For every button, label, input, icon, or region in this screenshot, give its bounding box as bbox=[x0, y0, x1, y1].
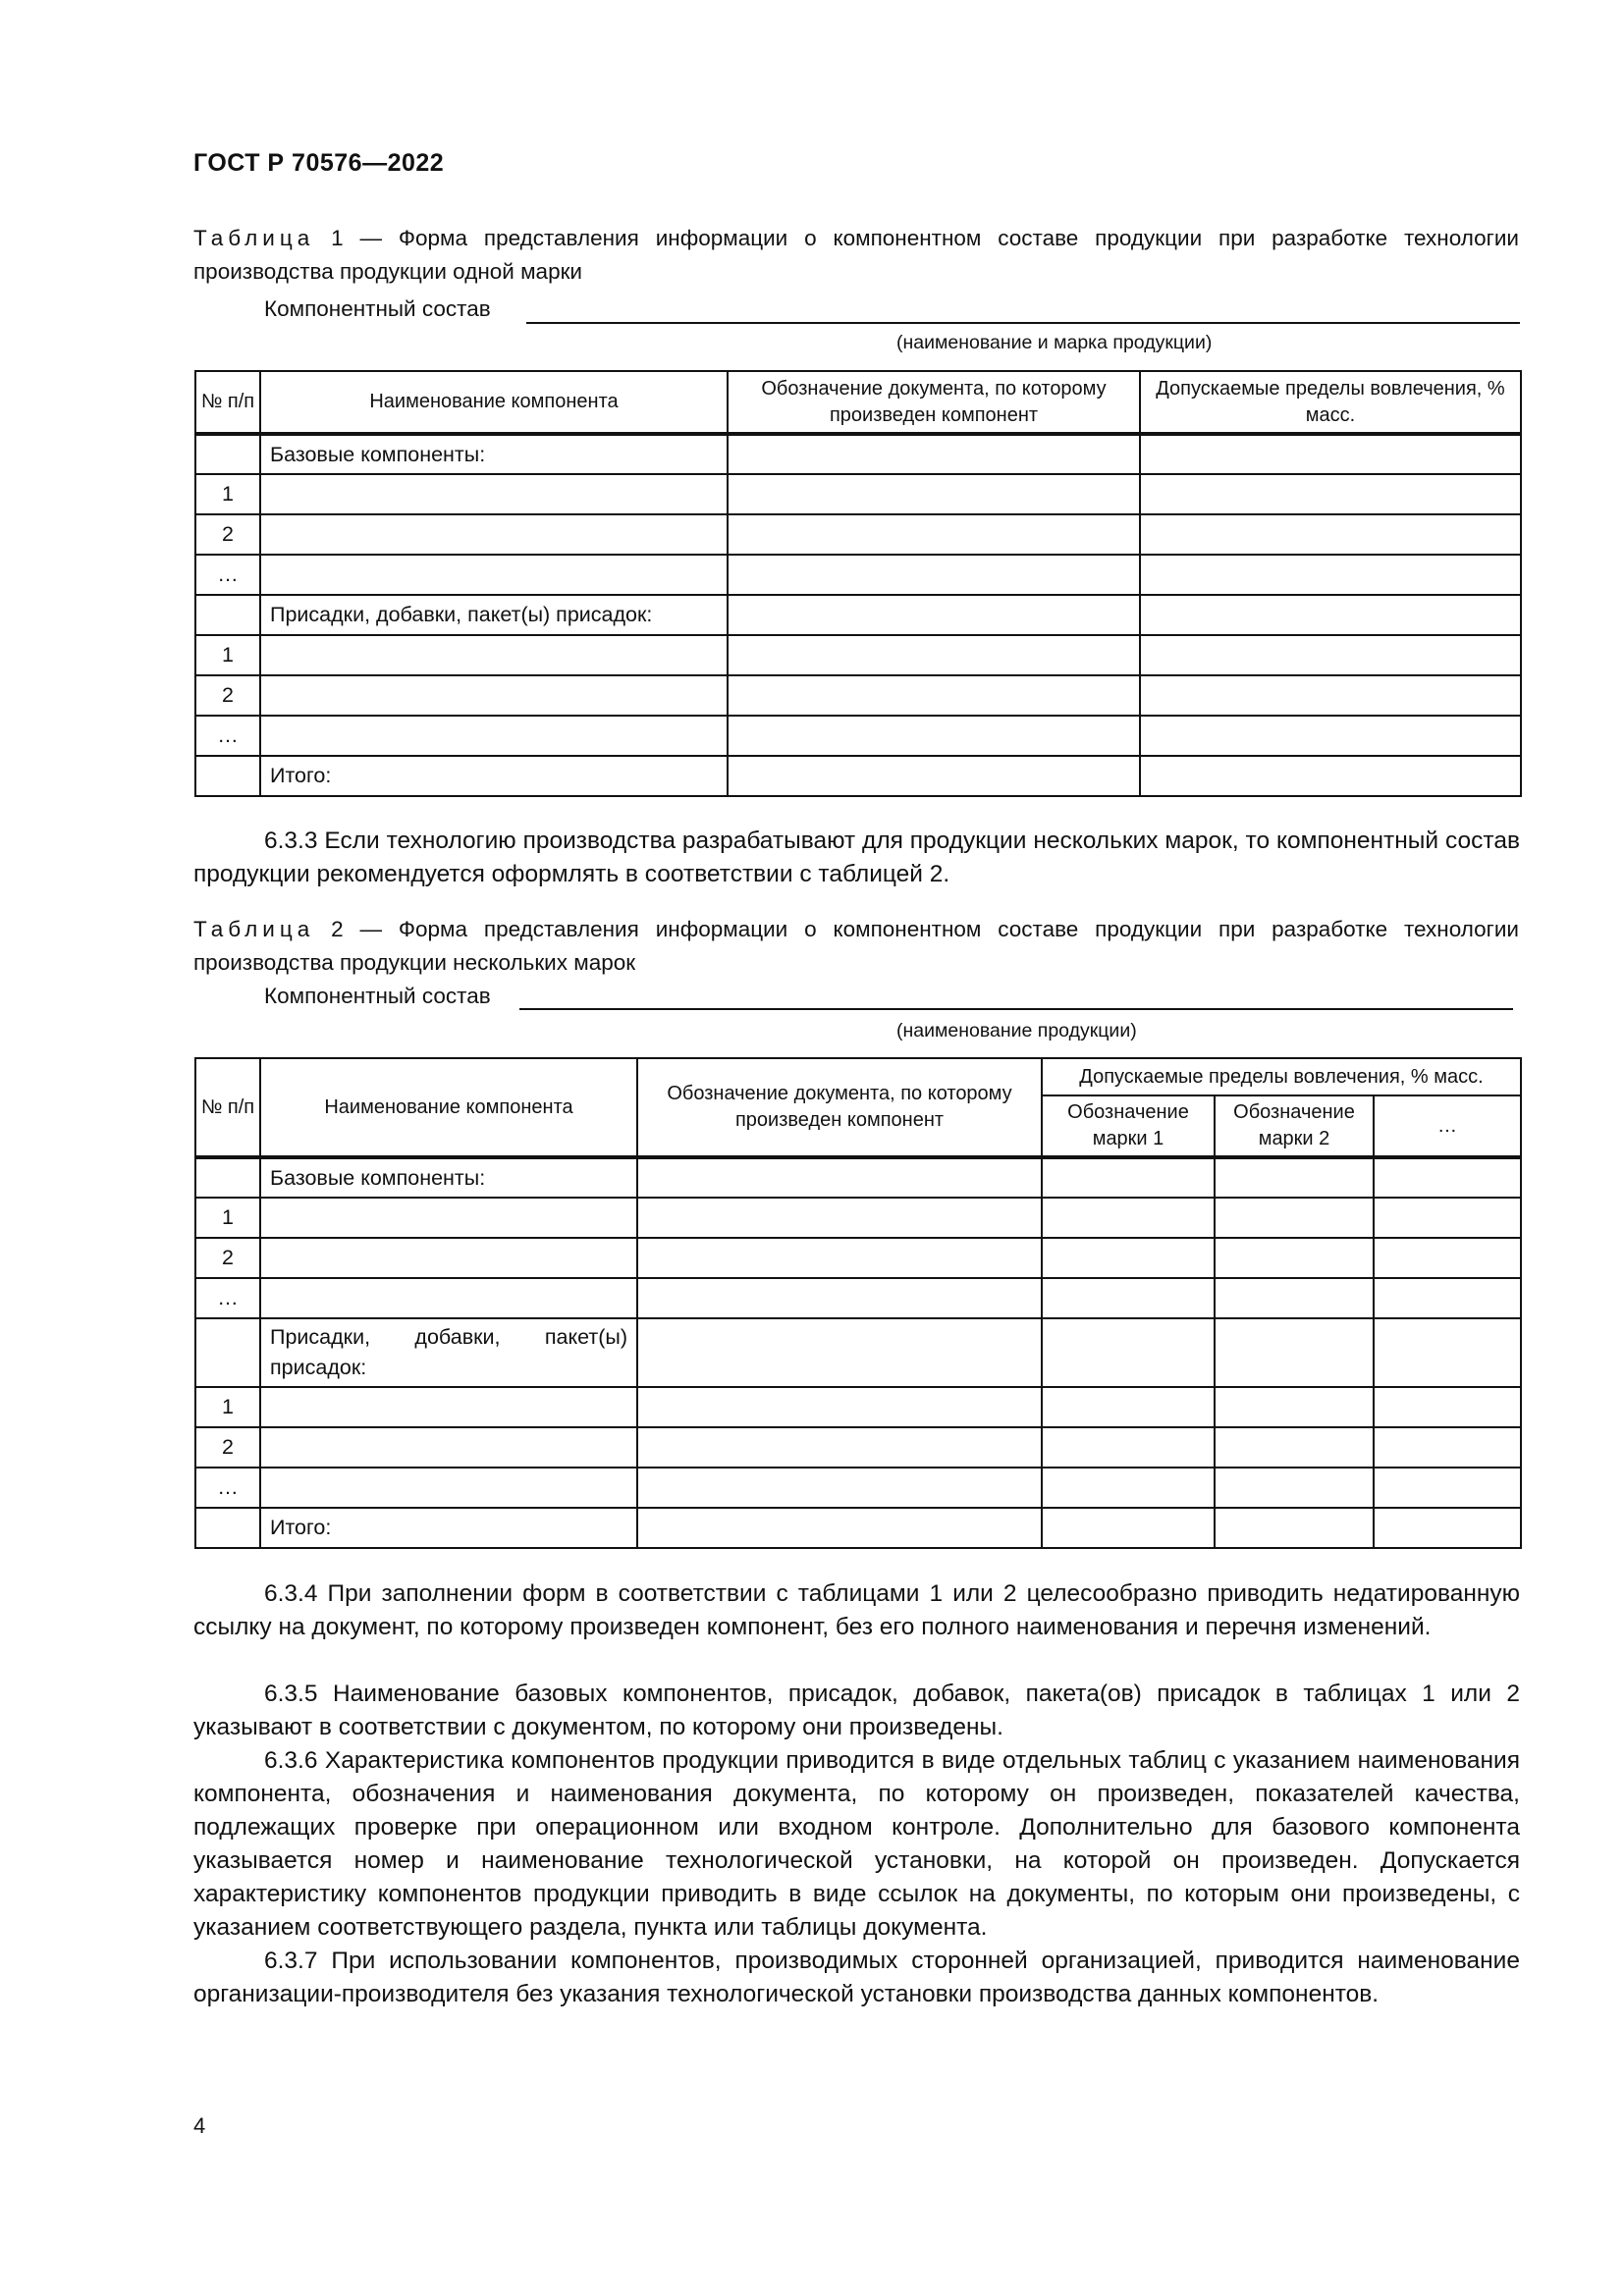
table2-header-limits: Допускаемые пределы вовлечения, % масс. bbox=[1042, 1058, 1521, 1095]
row-doc-cell[interactable] bbox=[728, 716, 1140, 756]
row-doc-cell[interactable] bbox=[637, 1238, 1042, 1278]
row-limits-cell[interactable] bbox=[1140, 434, 1521, 474]
table2-header-mark2: Обозначение марки 2 bbox=[1215, 1095, 1374, 1157]
row-limits-cell[interactable] bbox=[1140, 514, 1521, 555]
row-num: … bbox=[195, 1468, 260, 1508]
row-num: 1 bbox=[195, 1387, 260, 1427]
row-doc-cell[interactable] bbox=[728, 514, 1140, 555]
row-num bbox=[195, 434, 260, 474]
row-name: Базовые компоненты: bbox=[260, 1157, 637, 1198]
row-mark1-cell[interactable] bbox=[1042, 1427, 1215, 1468]
table1-header-num: № п/п bbox=[195, 371, 260, 434]
row-mark1-cell[interactable] bbox=[1042, 1198, 1215, 1238]
row-mark2-cell[interactable] bbox=[1215, 1508, 1374, 1548]
row-num bbox=[195, 1318, 260, 1387]
table1 bbox=[194, 370, 1522, 797]
table1-header-limits: Допускаемые пределы вовлечения, % масс. bbox=[1140, 371, 1521, 434]
row-name[interactable] bbox=[260, 474, 728, 514]
row-mark1-cell[interactable] bbox=[1042, 1238, 1215, 1278]
row-more-cell[interactable] bbox=[1374, 1278, 1521, 1318]
row-more-cell[interactable] bbox=[1374, 1157, 1521, 1198]
row-doc-cell[interactable] bbox=[637, 1278, 1042, 1318]
row-mark2-cell[interactable] bbox=[1215, 1427, 1374, 1468]
table-row bbox=[195, 1198, 1521, 1238]
table-row bbox=[195, 1278, 1521, 1318]
table-row bbox=[195, 675, 1521, 716]
table1-composition-sublabel: (наименование и марка продукции) bbox=[896, 332, 1213, 353]
row-name[interactable] bbox=[260, 635, 728, 675]
table1-header-row bbox=[195, 371, 1521, 434]
table-row bbox=[195, 635, 1521, 675]
table-row bbox=[195, 1427, 1521, 1468]
row-num bbox=[195, 756, 260, 796]
row-name: Базовые компоненты: bbox=[260, 434, 728, 474]
row-limits-cell[interactable] bbox=[1140, 675, 1521, 716]
row-doc-cell[interactable] bbox=[728, 756, 1140, 796]
row-more-cell[interactable] bbox=[1374, 1387, 1521, 1427]
row-name: Присадки, добавки, пакет(ы) присадок: bbox=[260, 1318, 637, 1387]
paragraph-6-3-4: 6.3.4 При заполнении форм в соответствии с таблицами 1 или 2 целесообразно приводить недатированную ссылку на документ, по которому произведен компонент, без его полного наименования и перечня изменений. bbox=[193, 1580, 1520, 1640]
row-num: … bbox=[195, 716, 260, 756]
table1-composition-label: Компонентный состав bbox=[264, 296, 491, 321]
paragraph-6-3-3: 6.3.3 Если технологию производства разрабатывают для продукции нескольких марок, то компонентный состав продукции рекомендуется оформлять в соответствии с таблицей 2. bbox=[193, 828, 1520, 887]
row-mark2-cell[interactable] bbox=[1215, 1238, 1374, 1278]
row-name: Итого: bbox=[260, 756, 728, 796]
row-doc-cell[interactable] bbox=[637, 1198, 1042, 1238]
row-num: 2 bbox=[195, 1238, 260, 1278]
row-name: Итого: bbox=[260, 1508, 637, 1548]
row-mark1-cell[interactable] bbox=[1042, 1157, 1215, 1198]
row-mark2-cell[interactable] bbox=[1215, 1318, 1374, 1387]
table2-composition-sublabel: (наименование продукции) bbox=[896, 1020, 1137, 1041]
row-num: 1 bbox=[195, 1198, 260, 1238]
row-more-cell[interactable] bbox=[1374, 1238, 1521, 1278]
row-num: 2 bbox=[195, 1427, 260, 1468]
row-mark2-cell[interactable] bbox=[1215, 1157, 1374, 1198]
row-name[interactable] bbox=[260, 1427, 637, 1468]
table-row bbox=[195, 595, 1521, 635]
table-row bbox=[195, 474, 1521, 514]
paragraph-6-3-5: 6.3.5 Наименование базовых компонентов, присадок, добавок, пакета(ов) присадок в таблицах 1 или 2 указывают в соответствии с документом, по которому они произведены. bbox=[193, 1681, 1520, 1740]
row-mark2-cell[interactable] bbox=[1215, 1468, 1374, 1508]
table1-caption-prefix: Таблица bbox=[193, 226, 315, 250]
row-doc-cell[interactable] bbox=[728, 555, 1140, 595]
row-doc-cell[interactable] bbox=[728, 675, 1140, 716]
row-limits-cell[interactable] bbox=[1140, 474, 1521, 514]
table-row bbox=[195, 756, 1521, 796]
table1-caption-text: 1 — Форма представления информации о компонентном составе продукции при разработке технологии производства продукции одной марки bbox=[193, 226, 1519, 284]
row-num bbox=[195, 595, 260, 635]
row-more-cell[interactable] bbox=[1374, 1468, 1521, 1508]
row-doc-cell[interactable] bbox=[728, 474, 1140, 514]
table-row bbox=[195, 1238, 1521, 1278]
table2-header-doc: Обозначение документа, по которому произведен компонент bbox=[637, 1058, 1042, 1157]
row-more-cell[interactable] bbox=[1374, 1427, 1521, 1468]
row-name: Присадки, добавки, пакет(ы) присадок: bbox=[260, 595, 728, 635]
row-name[interactable] bbox=[260, 1387, 637, 1427]
row-num bbox=[195, 1508, 260, 1548]
row-more-cell[interactable] bbox=[1374, 1198, 1521, 1238]
row-mark2-cell[interactable] bbox=[1215, 1278, 1374, 1318]
table2-composition-label: Компонентный состав bbox=[264, 984, 491, 1008]
row-name[interactable] bbox=[260, 514, 728, 555]
row-limits-cell[interactable] bbox=[1140, 756, 1521, 796]
row-name[interactable] bbox=[260, 1198, 637, 1238]
row-name[interactable] bbox=[260, 1238, 637, 1278]
row-num: 2 bbox=[195, 675, 260, 716]
page-number: 4 bbox=[193, 2113, 206, 2138]
table-row bbox=[195, 1157, 1521, 1198]
row-doc-cell[interactable] bbox=[637, 1427, 1042, 1468]
row-limits-cell[interactable] bbox=[1140, 595, 1521, 635]
row-doc-cell[interactable] bbox=[728, 434, 1140, 474]
document-header: ГОСТ Р 70576—2022 bbox=[193, 149, 445, 177]
row-doc-cell[interactable] bbox=[728, 595, 1140, 635]
row-mark1-cell[interactable] bbox=[1042, 1278, 1215, 1318]
row-doc-cell[interactable] bbox=[637, 1157, 1042, 1198]
table-row bbox=[195, 716, 1521, 756]
table1-composition-field[interactable] bbox=[526, 322, 1520, 324]
row-num: … bbox=[195, 555, 260, 595]
row-num: 1 bbox=[195, 635, 260, 675]
row-num bbox=[195, 1157, 260, 1198]
table-row bbox=[195, 1508, 1521, 1548]
row-doc-cell[interactable] bbox=[637, 1387, 1042, 1427]
row-name[interactable] bbox=[260, 1468, 637, 1508]
row-name[interactable] bbox=[260, 555, 728, 595]
table2-caption-prefix: Таблица bbox=[193, 917, 315, 941]
row-mark1-cell[interactable] bbox=[1042, 1468, 1215, 1508]
row-limits-cell[interactable] bbox=[1140, 716, 1521, 756]
table1-header-doc: Обозначение документа, по которому произведен компонент bbox=[728, 371, 1140, 434]
row-mark2-cell[interactable] bbox=[1215, 1387, 1374, 1427]
row-more-cell[interactable] bbox=[1374, 1508, 1521, 1548]
table-row bbox=[195, 1387, 1521, 1427]
table1-header-name: Наименование компонента bbox=[260, 371, 728, 434]
row-limits-cell[interactable] bbox=[1140, 635, 1521, 675]
row-num: … bbox=[195, 1278, 260, 1318]
row-name[interactable] bbox=[260, 1278, 637, 1318]
table2-caption bbox=[193, 913, 1519, 980]
row-doc-cell[interactable] bbox=[637, 1468, 1042, 1508]
row-mark2-cell[interactable] bbox=[1215, 1198, 1374, 1238]
table2-header-name: Наименование компонента bbox=[260, 1058, 637, 1157]
table-row bbox=[195, 1468, 1521, 1508]
row-doc-cell[interactable] bbox=[637, 1508, 1042, 1548]
row-num: 2 bbox=[195, 514, 260, 555]
table2-header-row-1 bbox=[195, 1058, 1521, 1095]
table2-header-num: № п/п bbox=[195, 1058, 260, 1157]
table-row bbox=[195, 514, 1521, 555]
row-mark1-cell[interactable] bbox=[1042, 1508, 1215, 1548]
table-row bbox=[195, 434, 1521, 474]
table2 bbox=[194, 1057, 1522, 1549]
table1-caption bbox=[193, 222, 1519, 289]
table2-header-mark1: Обозначение марки 1 bbox=[1042, 1095, 1215, 1157]
row-name[interactable] bbox=[260, 675, 728, 716]
row-name[interactable] bbox=[260, 716, 728, 756]
table-row bbox=[195, 1318, 1521, 1387]
table2-header-more: … bbox=[1374, 1095, 1521, 1157]
row-num: 1 bbox=[195, 474, 260, 514]
row-doc-cell[interactable] bbox=[728, 635, 1140, 675]
paragraph-6-3-7: 6.3.7 При использовании компонентов, производимых сторонней организацией, приводится наименование организации-производителя без указания технологической установки производства данных компонентов. bbox=[193, 1948, 1520, 2007]
row-mark1-cell[interactable] bbox=[1042, 1387, 1215, 1427]
row-limits-cell[interactable] bbox=[1140, 555, 1521, 595]
row-mark1-cell[interactable] bbox=[1042, 1318, 1215, 1387]
row-more-cell[interactable] bbox=[1374, 1318, 1521, 1387]
row-doc-cell[interactable] bbox=[637, 1318, 1042, 1387]
paragraph-6-3-6: 6.3.6 Характеристика компонентов продукции приводится в виде отдельных таблиц с указанием наименования компонента, обозначения и наименования документа, по которому он произведен, показателей качества, подлежащих проверке при операционном или входном контроле. Дополнительно для базового компонента указывается номер и наименование технологической установки, на которой он произведен. Допускается характеристику компонентов продукции приводить в виде ссылок на документы, по которым они произведены, с указанием соответствующего раздела, пункта или таблицы документа. bbox=[193, 1747, 1520, 1941]
table-row bbox=[195, 555, 1521, 595]
table2-composition-field[interactable] bbox=[519, 1008, 1513, 1010]
table2-caption-text: 2 — Форма представления информации о компонентном составе продукции при разработке технологии производства продукции нескольких марок bbox=[193, 917, 1519, 975]
